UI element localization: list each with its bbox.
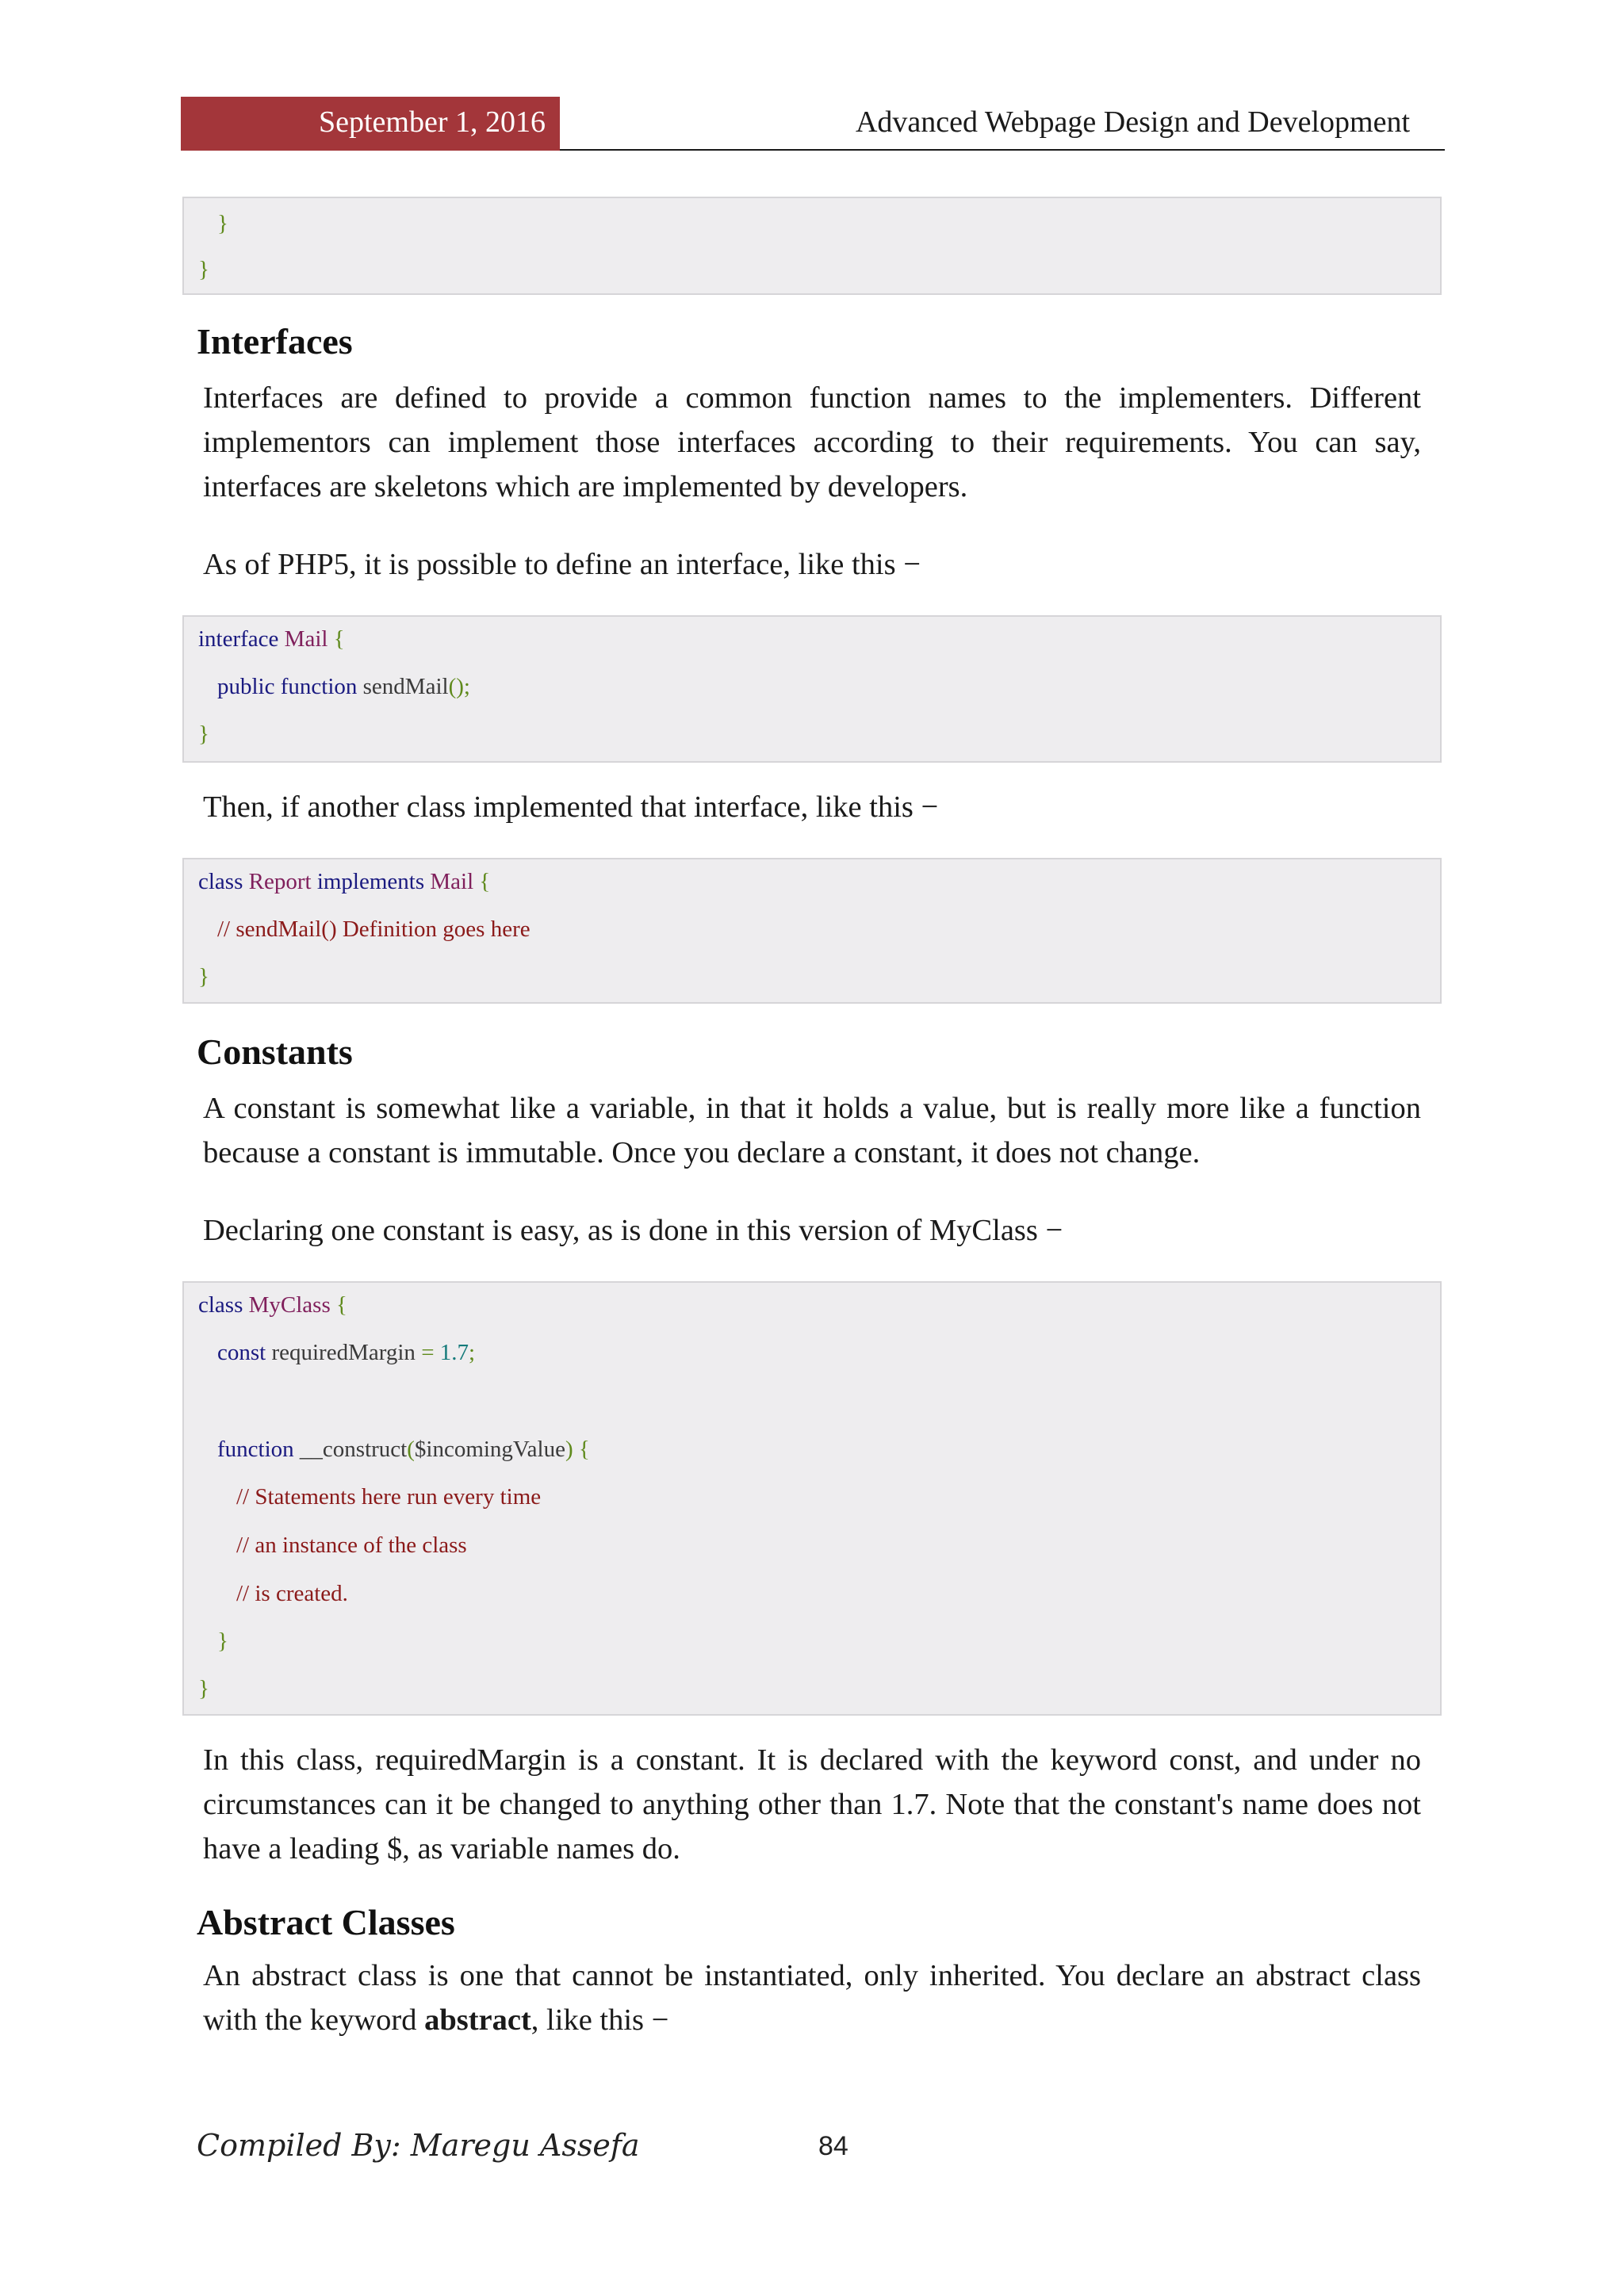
paragraph-text: An abstract class is one that cannot be instantiated, only inherited. You declare an abstract class with the keyword <box>203 1959 1421 2037</box>
code-line <box>198 867 490 896</box>
code-punctuation: ) { <box>565 1437 590 1462</box>
code-keyword: const <box>217 1340 266 1365</box>
code-comment: // sendMail() Definition goes here <box>217 916 530 942</box>
code-punctuation: { <box>333 626 345 652</box>
code-comment: // an instance of the class <box>236 1533 467 1558</box>
code-class-name: Report <box>248 869 312 894</box>
paragraph-text: , like this − <box>530 2003 669 2037</box>
paragraph: Declaring one constant is easy, as is done in this version of MyClass − <box>203 1214 1063 1247</box>
code-keyword: function <box>217 1437 294 1462</box>
code-keyword: implements <box>316 869 425 894</box>
paragraph: Interfaces are defined to provide a common function names to the implementers. Different implementors can implement those interfaces according to their requirements. You can say, interfaces are skeletons which are implemented by developers. <box>203 381 1421 503</box>
code-block-continuation <box>182 197 1442 295</box>
heading-abstract-classes: Abstract Classes <box>197 1902 455 1942</box>
code-line <box>217 1338 475 1367</box>
page-number: 84 <box>818 2131 848 2161</box>
code-keyword: interface <box>198 626 279 652</box>
code-class-name: Mail <box>284 626 328 652</box>
code-block-report <box>182 858 1442 1004</box>
code-line: } <box>198 1676 209 1701</box>
code-identifier: requiredMargin <box>271 1340 416 1365</box>
header-title: Advanced Webpage Design and Development <box>855 105 1410 139</box>
code-identifier: __construct <box>299 1437 408 1462</box>
code-punctuation: { <box>336 1292 347 1318</box>
paragraph: As of PHP5, it is possible to define an interface, like this − <box>203 548 921 581</box>
code-line <box>217 1435 590 1464</box>
keyword-abstract: abstract <box>424 2003 531 2037</box>
code-keyword: class <box>198 869 243 894</box>
code-keyword: public function <box>217 674 358 699</box>
paragraph: A constant is somewhat like a variable, in that it holds a value, but is really more like a function because a constant is immutable. Once you declare a constant, it does not change. <box>203 1092 1421 1169</box>
paragraph <box>203 1954 1421 2042</box>
code-comment: // is created. <box>236 1581 348 1606</box>
code-operator: = <box>421 1340 435 1365</box>
code-line <box>198 1291 347 1319</box>
code-comment: // Statements here run every time <box>236 1484 542 1510</box>
code-punctuation: ( <box>407 1437 415 1462</box>
code-number: 1.7 <box>439 1340 469 1365</box>
code-line: } <box>198 721 209 747</box>
heading-interfaces: Interfaces <box>197 321 353 362</box>
code-block-interface <box>182 615 1442 763</box>
footer-author: Compiled By: Maregu Assefa <box>197 2128 640 2163</box>
paragraph: Then, if another class implemented that interface, like this − <box>203 790 939 824</box>
code-line: } <box>217 1628 228 1654</box>
code-line <box>217 672 470 701</box>
page-header <box>181 97 1445 151</box>
code-line: } <box>217 211 228 236</box>
code-class-name: MyClass <box>248 1292 331 1318</box>
code-identifier: $incomingValue <box>414 1437 565 1462</box>
code-identifier: sendMail <box>362 674 449 699</box>
header-date: September 1, 2016 <box>319 105 546 139</box>
code-keyword: class <box>198 1292 243 1318</box>
code-punctuation: (); <box>448 674 470 699</box>
header-rule <box>560 149 1445 151</box>
code-punctuation: ; <box>469 1340 476 1365</box>
paragraph: In this class, requiredMargin is a constant. It is declared with the keyword const, and under no circumstances can it be changed to anything other than 1.7. Note that the constant's name does not have a leading $, as variable names do. <box>203 1743 1421 1866</box>
heading-constants: Constants <box>197 1031 353 1072</box>
code-block-myclass <box>182 1281 1442 1716</box>
code-line: } <box>198 964 209 989</box>
code-punctuation: { <box>479 869 491 894</box>
code-class-name: Mail <box>430 869 474 894</box>
code-line: } <box>198 257 209 282</box>
code-line <box>198 625 345 653</box>
